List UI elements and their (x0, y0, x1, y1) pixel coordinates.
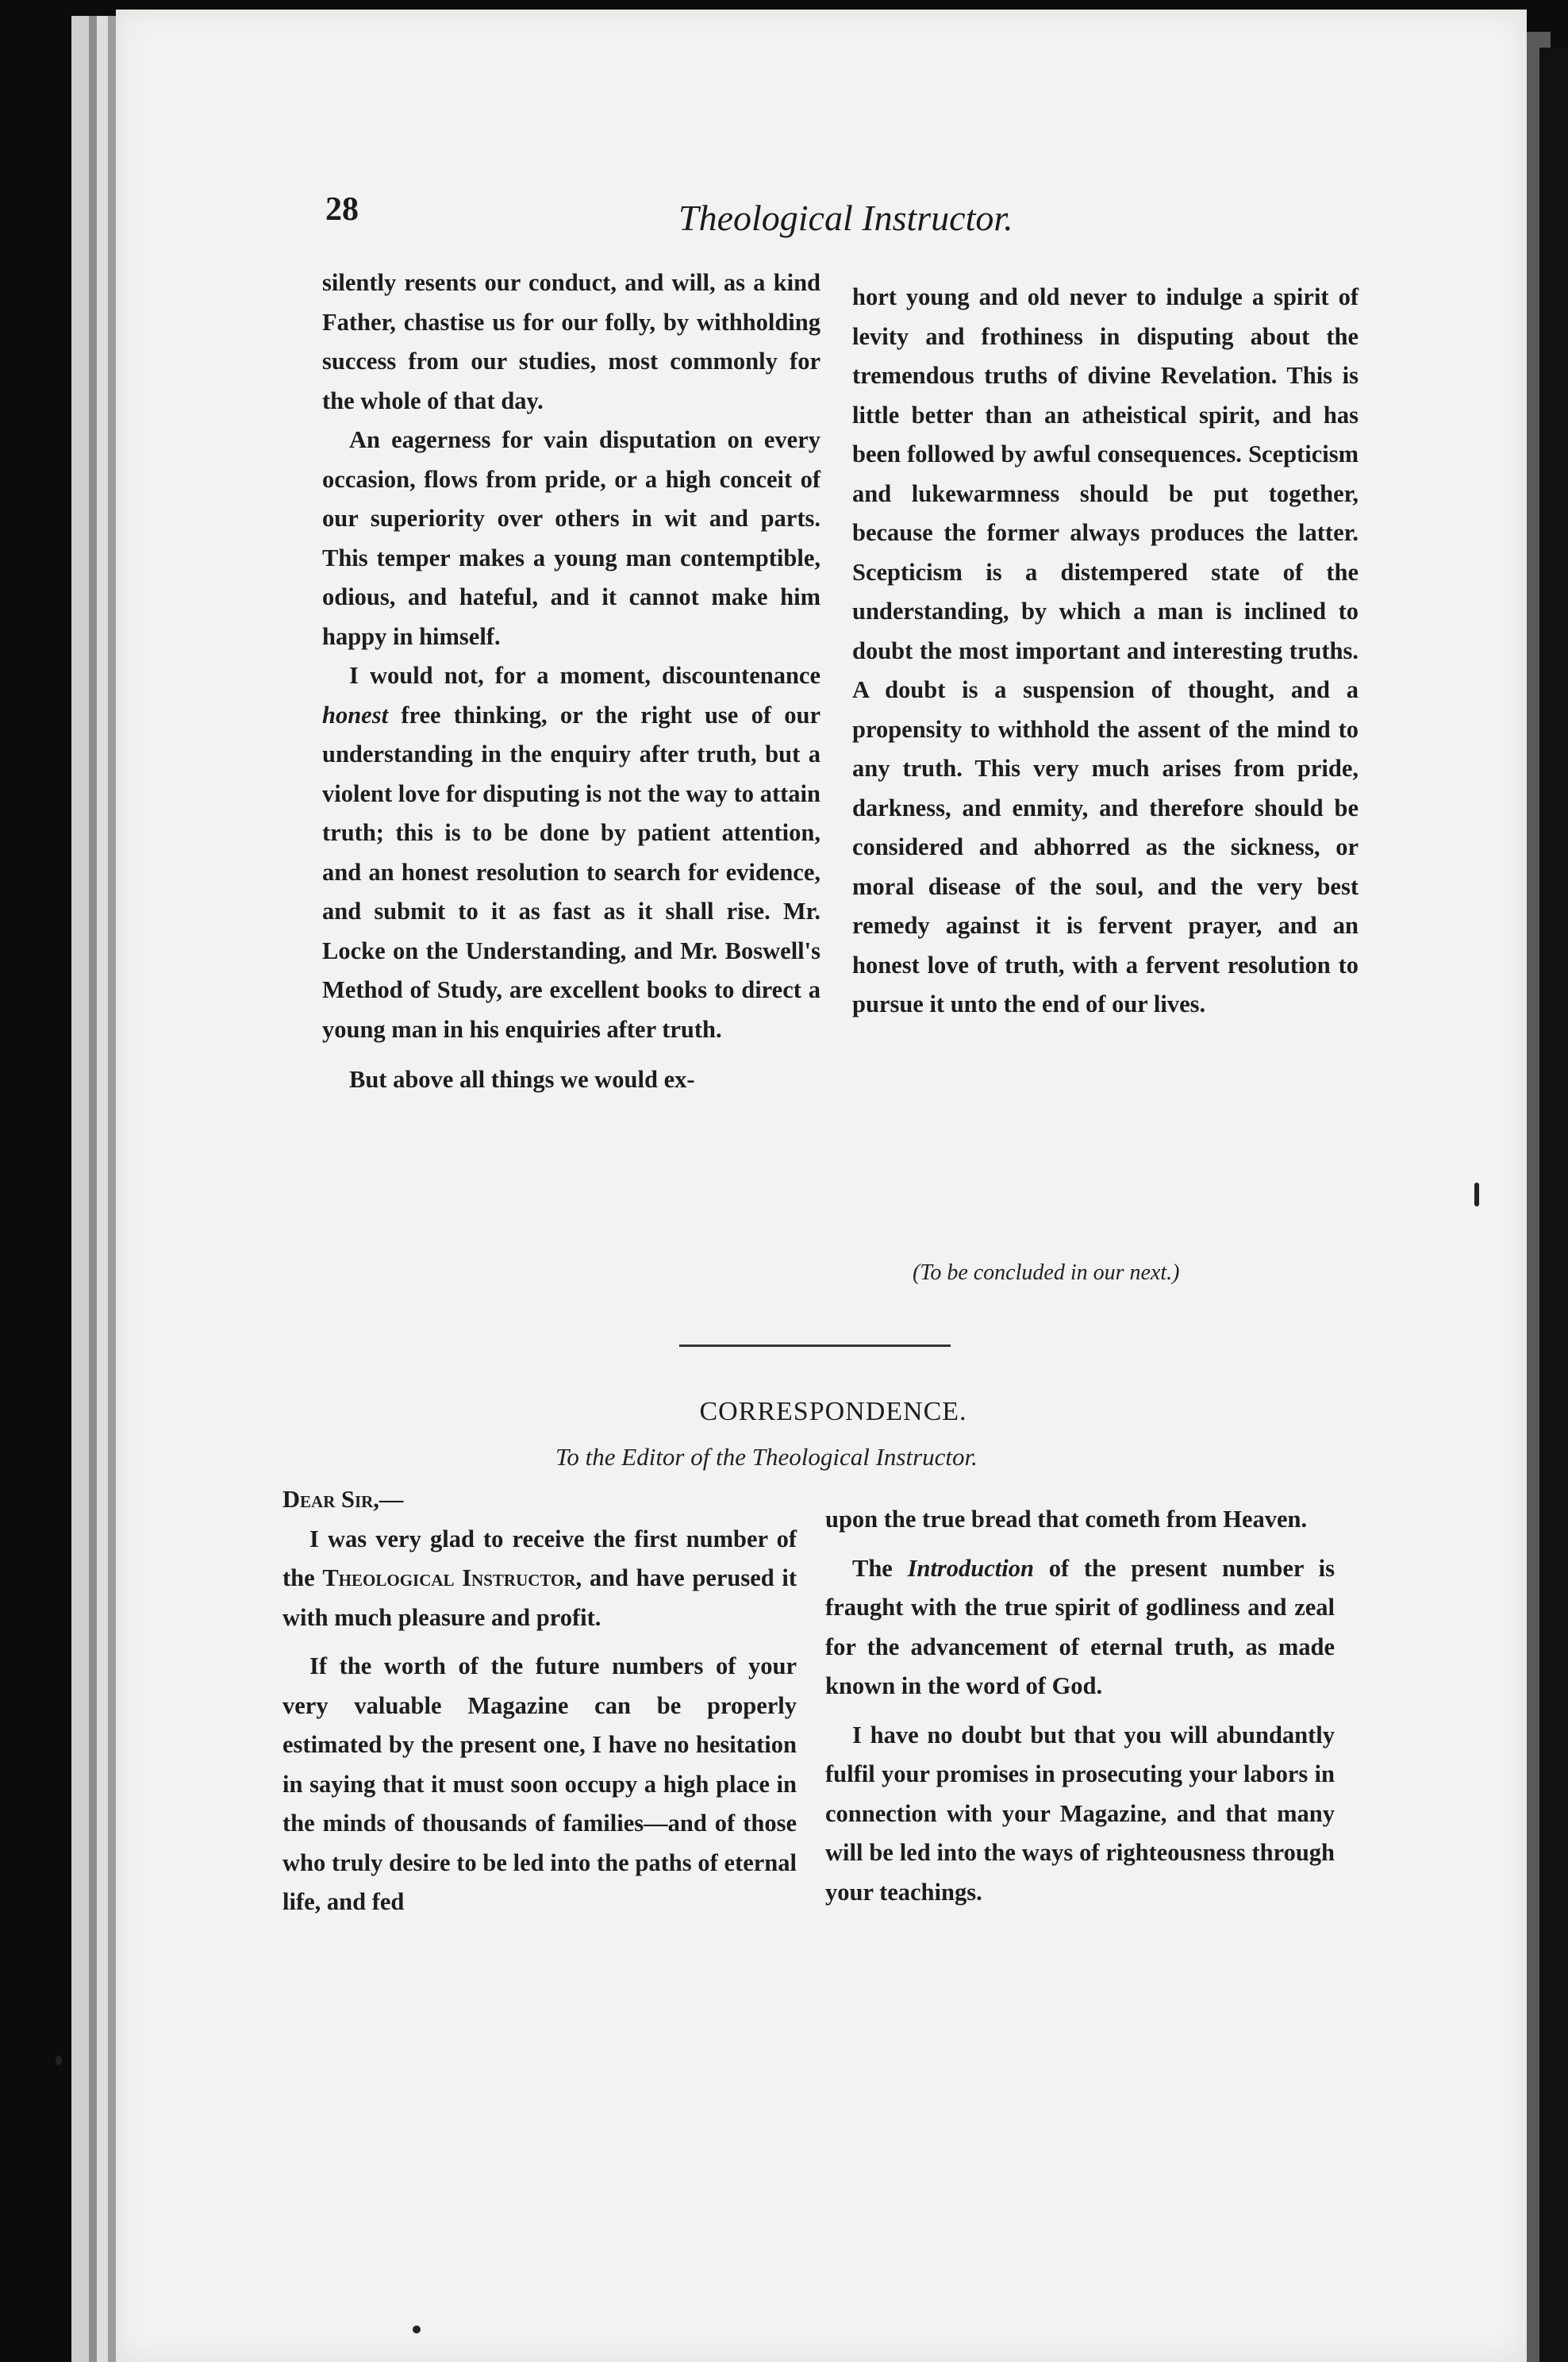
text-column-right-top (852, 278, 1359, 1025)
emphasis-text: honest (322, 701, 389, 729)
salutation: Dear Sir,— (282, 1486, 404, 1513)
paragraph-text: The (852, 1554, 908, 1582)
paragraph (825, 1549, 1335, 1706)
paragraph-text: of the present number is fraught with the true spirit of godliness and zeal for the advancement of eternal truth, as made known in the word of God. (825, 1554, 1335, 1699)
page-number: 28 (325, 191, 359, 228)
text-column-left-top (322, 264, 821, 1100)
stacked-page-edge (71, 16, 89, 2362)
scan-speck (56, 2056, 62, 2065)
stacked-page-edge (108, 16, 116, 2362)
scan-speck (413, 2325, 421, 2333)
paragraph (282, 1520, 797, 1638)
continuation-note: (To be concluded in our next.) (913, 1260, 1180, 1285)
magazine-title: Theological Instructor, (322, 1564, 582, 1591)
scan-right-border (1539, 48, 1568, 2362)
text-column-left-bottom (282, 1480, 797, 1922)
section-divider (679, 1344, 951, 1347)
paragraph-text: and have perused it with much pleasure and profit. (282, 1564, 797, 1631)
paragraph: upon the true bread that cometh from Heaven. (825, 1506, 1308, 1533)
paragraph-text: free thinking, or the right use of our understanding in the enquiry after truth, but a violent love for disputing is not the way to attain truth; this is to be done by patient attention, and an honest resolution to search for evidence, and submit to it as fast as it shall rise. Mr. Locke on the Understanding, and Mr. Boswell's Method of Study, are excellent books to direct a young man in his enquiries after truth. (322, 701, 821, 1043)
text-column-right-bottom (825, 1500, 1335, 1912)
paragraph-text: I was very glad to receive the first number of the (282, 1525, 797, 1591)
paragraph: If the worth of the future numbers of your very valuable Magazine can be properly estimated by the present one, I have no hesitation in saying that it must soon occupy a high place in the minds of thousands of families—and of those who truly desire to be led into the paths of eternal life, and fed (282, 1652, 797, 1915)
paragraph: I have no doubt but that you will abundantly fulfil your promises in prosecuting your labors in connection with your Magazine, and that many will be led into the ways of righteousness through your teachings. (825, 1721, 1335, 1906)
paragraph: hort young and old never to indulge a spirit of levity and frothiness in disputing about the tremendous truths of divine Revelation. This is little better than an atheistical spirit, and has been followed by awful consequences. Scepticism and lukewarmness should be put together, because the former always produces the latter. Scepticism is a distempered state of the understanding, by which a man is inclined to doubt the most important and interesting truths. A doubt is a suspension of thought, and a propensity to withhold the assent of the mind to any truth. This very much arises from pride, darkness, and enmity, and therefore should be considered and abhorred as the sickness, or moral disease of the soul, and the very best remedy against it is fervent prayer, and an honest love of truth, with a fervent resolution to pursue it unto the end of our lives. (852, 283, 1359, 1018)
emphasis-text: Introduction (907, 1554, 1034, 1582)
paragraph (322, 656, 821, 1049)
paragraph: An eagerness for vain disputation on every occasion, flows from pride, or a high conceit of our superiority over others in wit and parts. This temper makes a young man contemptible, odious, and hateful, and it cannot make him happy in himself. (322, 426, 821, 650)
section-heading: CORRESPONDENCE. (699, 1397, 967, 1426)
paragraph-text: I would not, for a moment, discountenance (349, 662, 821, 689)
addressee-line: To the Editor of the Theological Instructor. (555, 1443, 978, 1471)
stacked-page-edge (97, 16, 108, 2362)
paragraph: But above all things we would ex- (349, 1066, 695, 1093)
scan-speck (1474, 1183, 1479, 1206)
paragraph: silently resents our conduct, and will, as a kind Father, chastise us for our folly, by withholding success from our studies, most commonly for the whole of that day. (322, 269, 821, 414)
running-head: Theological Instructor. (678, 198, 1013, 238)
stacked-page-edge (89, 16, 97, 2362)
